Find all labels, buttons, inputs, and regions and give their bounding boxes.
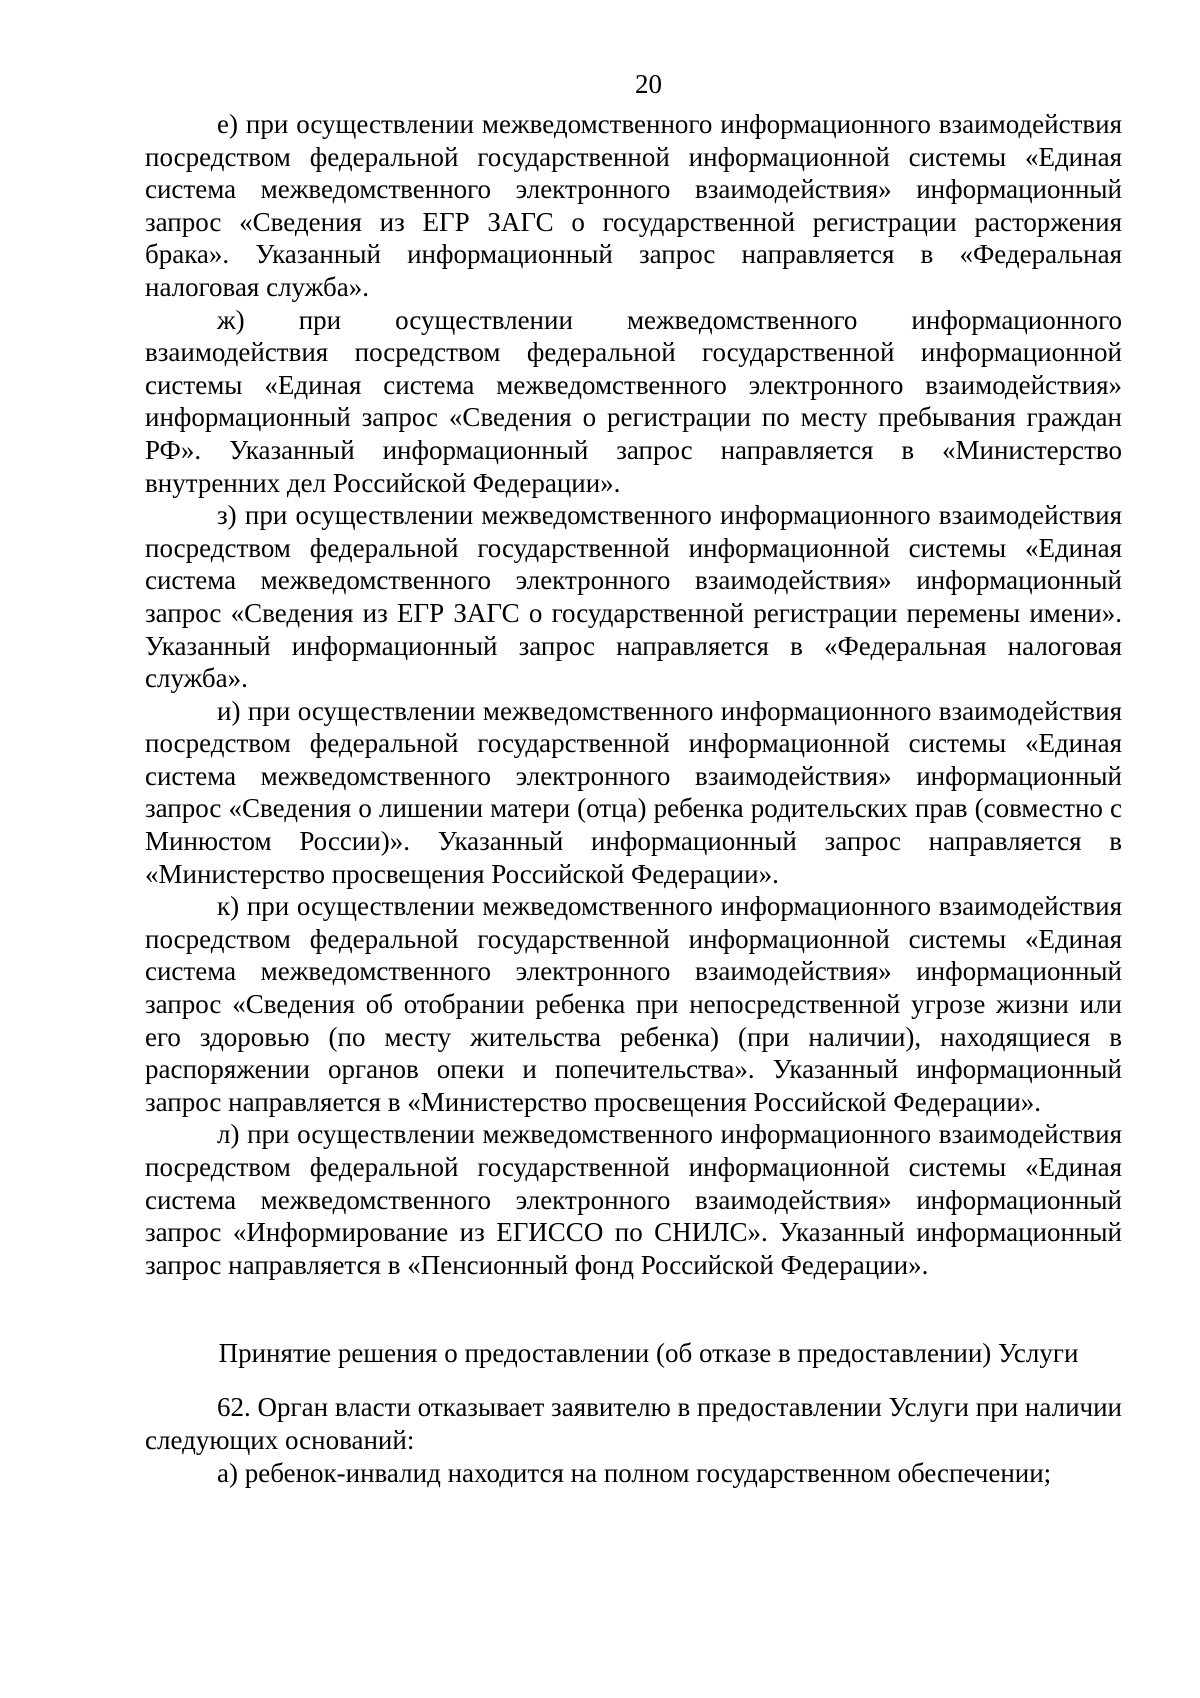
item-text: при осуществлении межведомственного информационного взаимодействия посредством федеральной государственной информационной системы «Единая система межведомственного электронного взаимодействия» информационный запрос «Сведения о лишении матери (отца) ребенка родительских прав (совместно с Минюстом России)». Указанный информационный запрос направляется в «Министерство просвещения Российской Федерации». (145, 695, 1122, 889)
document-page (145, 68, 1122, 1489)
item-marker: е) (217, 109, 238, 139)
list-item-zh (145, 304, 1122, 500)
item-text: при осуществлении межведомственного информационного взаимодействия посредством федеральной государственной информационной системы «Единая система межведомственного электронного взаимодействия» информационный запрос «Сведения о регистрации по месту пребывания граждан РФ». Указанный информационный запрос направляется в «Министерство внутренних дел Российской Федерации». (145, 304, 1122, 498)
item-marker: з) (217, 500, 237, 531)
item-marker: ж) (217, 304, 245, 335)
item-marker: а) (217, 1457, 238, 1488)
clause-62-item-a (145, 1457, 1122, 1490)
clause-text: Орган власти отказывает заявителю в предоставлении Услуги при наличии следующих оснований: (145, 1392, 1122, 1455)
page-number: 20 (635, 69, 662, 99)
item-text: при осуществлении межведомственного информационного взаимодействия посредством федеральной государственной информационной системы «Единая система межведомственного электронного взаимодействия» информационный запрос «Сведения об отобрании ребенка при непосредственной угрозе жизни или его здоровью (по месту жительства ребенка) (при наличии), находящиеся в распоряжении органов опеки и попечительства». Указанный информационный запрос направляется в «Министерство просвещения Российской Федерации». (145, 891, 1122, 1117)
clause-62 (145, 1391, 1122, 1456)
section-heading: Принятие решения о предоставлении (об отказе в предоставлении) Услуги (218, 1338, 1079, 1369)
list-item-e (145, 108, 1122, 304)
list-item-i (145, 695, 1122, 891)
item-text: при осуществлении межведомственного информационного взаимодействия посредством федеральной государственной информационной системы «Единая система межведомственного электронного взаимодействия» информационный запрос «Информирование из ЕГИССО по СНИЛС». Указанный информационный запрос направляется в «Пенсионный фонд Российской Федерации». (145, 1119, 1122, 1280)
item-text: ребенок-инвалид находится на полном государственном обеспечении; (244, 1457, 1052, 1488)
clause-number: 62. (217, 1392, 251, 1423)
item-text: при осуществлении межведомственного информационного взаимодействия посредством федеральной государственной информационной системы «Единая система межведомственного электронного взаимодействия» информационный запрос «Сведения из ЕГР ЗАГС о государственной регистрации перемены имени». Указанный информационный запрос направляется в «Федеральная налоговая служба». (145, 500, 1122, 694)
item-marker: к) (217, 891, 240, 922)
item-marker: и) (217, 695, 241, 726)
item-marker: л) (217, 1119, 240, 1150)
list-item-k (145, 890, 1122, 1118)
list-item-l (145, 1118, 1122, 1281)
item-text: при осуществлении межведомственного информационного взаимодействия посредством федеральной государственной информационной системы «Единая система межведомственного электронного взаимодействия» информационный запрос «Сведения из ЕГР ЗАГС о государственной регистрации расторжения брака». Указанный информационный запрос направляется в «Федеральная налоговая служба». (145, 109, 1122, 302)
list-item-z (145, 499, 1122, 695)
